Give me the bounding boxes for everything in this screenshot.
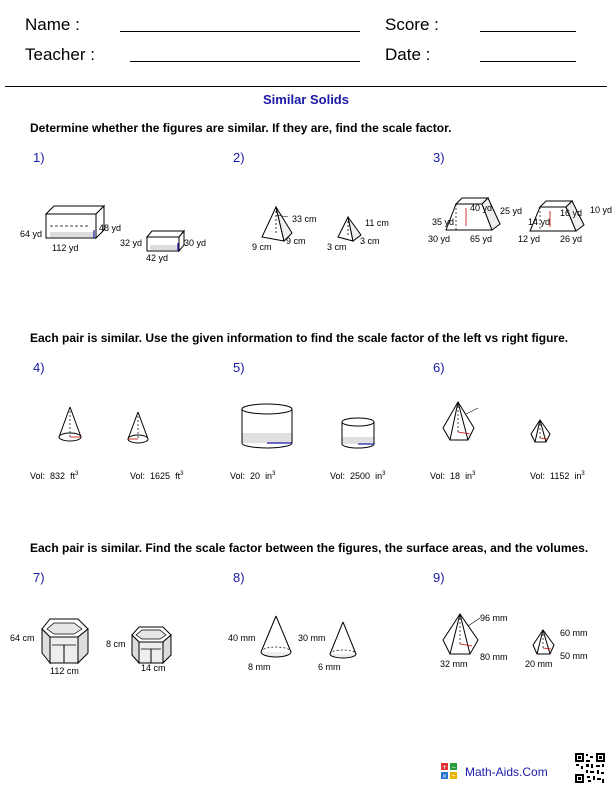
- problem-9-label: 20 mm: [525, 659, 553, 669]
- problem-8-label: 8 mm: [248, 662, 271, 672]
- problem-9-label: 80 mm: [480, 652, 508, 662]
- problem-4-left-cone: [55, 405, 85, 447]
- problem-3-left-prism: [444, 196, 506, 236]
- problem-7-label: 14 cm: [141, 663, 166, 673]
- problem-5-left-cylinder: [240, 403, 295, 451]
- problem-3-label: 16 yd: [560, 208, 583, 218]
- problem-7-right-prism: [130, 625, 174, 665]
- header-divider: [5, 86, 607, 87]
- problem-2-label: 3 cm: [360, 236, 380, 246]
- problem-6-number: 6): [433, 360, 445, 375]
- problem-9-label: 32 mm: [440, 659, 468, 669]
- problem-1-label: 64 yd: [20, 229, 43, 239]
- section-2-instruction: Each pair is similar. Use the given information to find the scale factor of the left vs right figure.: [30, 331, 569, 345]
- problem-7-left-prism: [40, 617, 90, 665]
- page-title: Similar Solids: [263, 92, 349, 107]
- problem-8-right-cone: [326, 620, 360, 662]
- problem-9-right-pyramid: [530, 628, 558, 658]
- name-line[interactable]: [120, 31, 360, 32]
- score-line[interactable]: [480, 31, 576, 32]
- problem-5-number: 5): [233, 360, 245, 375]
- svg-text:−: −: [450, 764, 457, 771]
- problem-4-right-volume: Vol: 1625 $ft^3$: [130, 471, 184, 481]
- problem-6-right-volume: Vol: 1152 $in^3$: [530, 471, 585, 481]
- problem-3-number: 3): [433, 150, 445, 165]
- problem-8-number: 8): [233, 570, 245, 585]
- problem-7-label: 64 cm: [10, 633, 35, 643]
- problem-1-label: 42 yd: [146, 253, 169, 263]
- problem-7-label: 112 cm: [50, 666, 79, 676]
- score-label: Score :: [385, 15, 439, 34]
- problem-1-number: 1): [33, 150, 45, 165]
- problem-3-label: 10 yd: [590, 205, 612, 215]
- date-line[interactable]: [480, 61, 576, 62]
- qr-code-icon: [574, 752, 606, 784]
- problem-8-label: 40 mm: [228, 633, 256, 643]
- problem-8-label: 6 mm: [318, 662, 341, 672]
- problem-7-number: 7): [33, 570, 45, 585]
- date-label: Date :: [385, 45, 431, 64]
- problem-5-right-volume: Vol: 2500 $in^3$: [330, 471, 386, 481]
- name-label: Name :: [25, 15, 80, 34]
- problem-2-label: 9 cm: [286, 236, 306, 246]
- calculator-icon: [440, 762, 458, 780]
- problem-3-label: 35 yd: [432, 217, 455, 227]
- problem-6-right-pyramid: [528, 418, 554, 446]
- problem-1-label: 30 yd: [184, 238, 207, 248]
- problem-2-label: 11 cm: [365, 218, 389, 228]
- problem-8-left-cone: [257, 614, 295, 662]
- section-1-instruction: Determine whether the figures are similar. If they are, find the scale factor.: [30, 121, 452, 135]
- problem-5-right-cylinder: [340, 417, 376, 451]
- problem-9-label: 60 mm: [560, 628, 588, 638]
- problem-3-label: 30 yd: [428, 234, 451, 244]
- problem-4-number: 4): [33, 360, 45, 375]
- problem-9-label: 96 mm: [480, 613, 508, 623]
- problem-8-label: 30 mm: [298, 633, 326, 643]
- problem-3-label: 14 yd: [528, 217, 551, 227]
- problem-9-left-pyramid: [440, 612, 482, 658]
- svg-text:+: +: [441, 764, 448, 771]
- problem-2-label: 9 cm: [252, 242, 272, 252]
- problem-1-label: 112 yd: [52, 243, 79, 253]
- problem-6-left-pyramid: [440, 400, 480, 446]
- teacher-label: Teacher :: [25, 45, 95, 64]
- problem-7-label: 8 cm: [106, 639, 126, 649]
- problem-2-label: 3 cm: [327, 242, 347, 252]
- svg-text:÷: ÷: [450, 773, 457, 780]
- problem-2-number: 2): [233, 150, 245, 165]
- problem-1-right-prism: [143, 225, 188, 255]
- teacher-line[interactable]: [130, 61, 360, 62]
- problem-4-right-cone: [124, 410, 152, 448]
- problem-1-label: 48 yd: [99, 223, 122, 233]
- problem-3-label: 26 yd: [560, 234, 583, 244]
- problem-2-label: 33 cm: [292, 214, 317, 224]
- problem-3-label: 65 yd: [470, 234, 493, 244]
- svg-text:×: ×: [441, 773, 448, 780]
- problem-3-label: 25 yd: [500, 206, 523, 216]
- problem-1-label: 32 yd: [120, 238, 143, 248]
- problem-5-left-volume: Vol: 20 $in^3$: [230, 471, 276, 481]
- problem-4-left-volume: Vol: 832 $ft^3$: [30, 471, 79, 481]
- problem-3-label: 40 yd: [470, 203, 493, 213]
- problem-9-number: 9): [433, 570, 445, 585]
- problem-6-left-volume: Vol: 18 $in^3$: [430, 471, 476, 481]
- section-3-instruction: Each pair is similar. Find the scale factor between the figures, the surface areas, and the volumes.: [30, 541, 589, 555]
- problem-3-label: 12 yd: [518, 234, 541, 244]
- problem-9-label: 50 mm: [560, 651, 588, 661]
- footer-brand[interactable]: Math-Aids.Com: [465, 765, 548, 779]
